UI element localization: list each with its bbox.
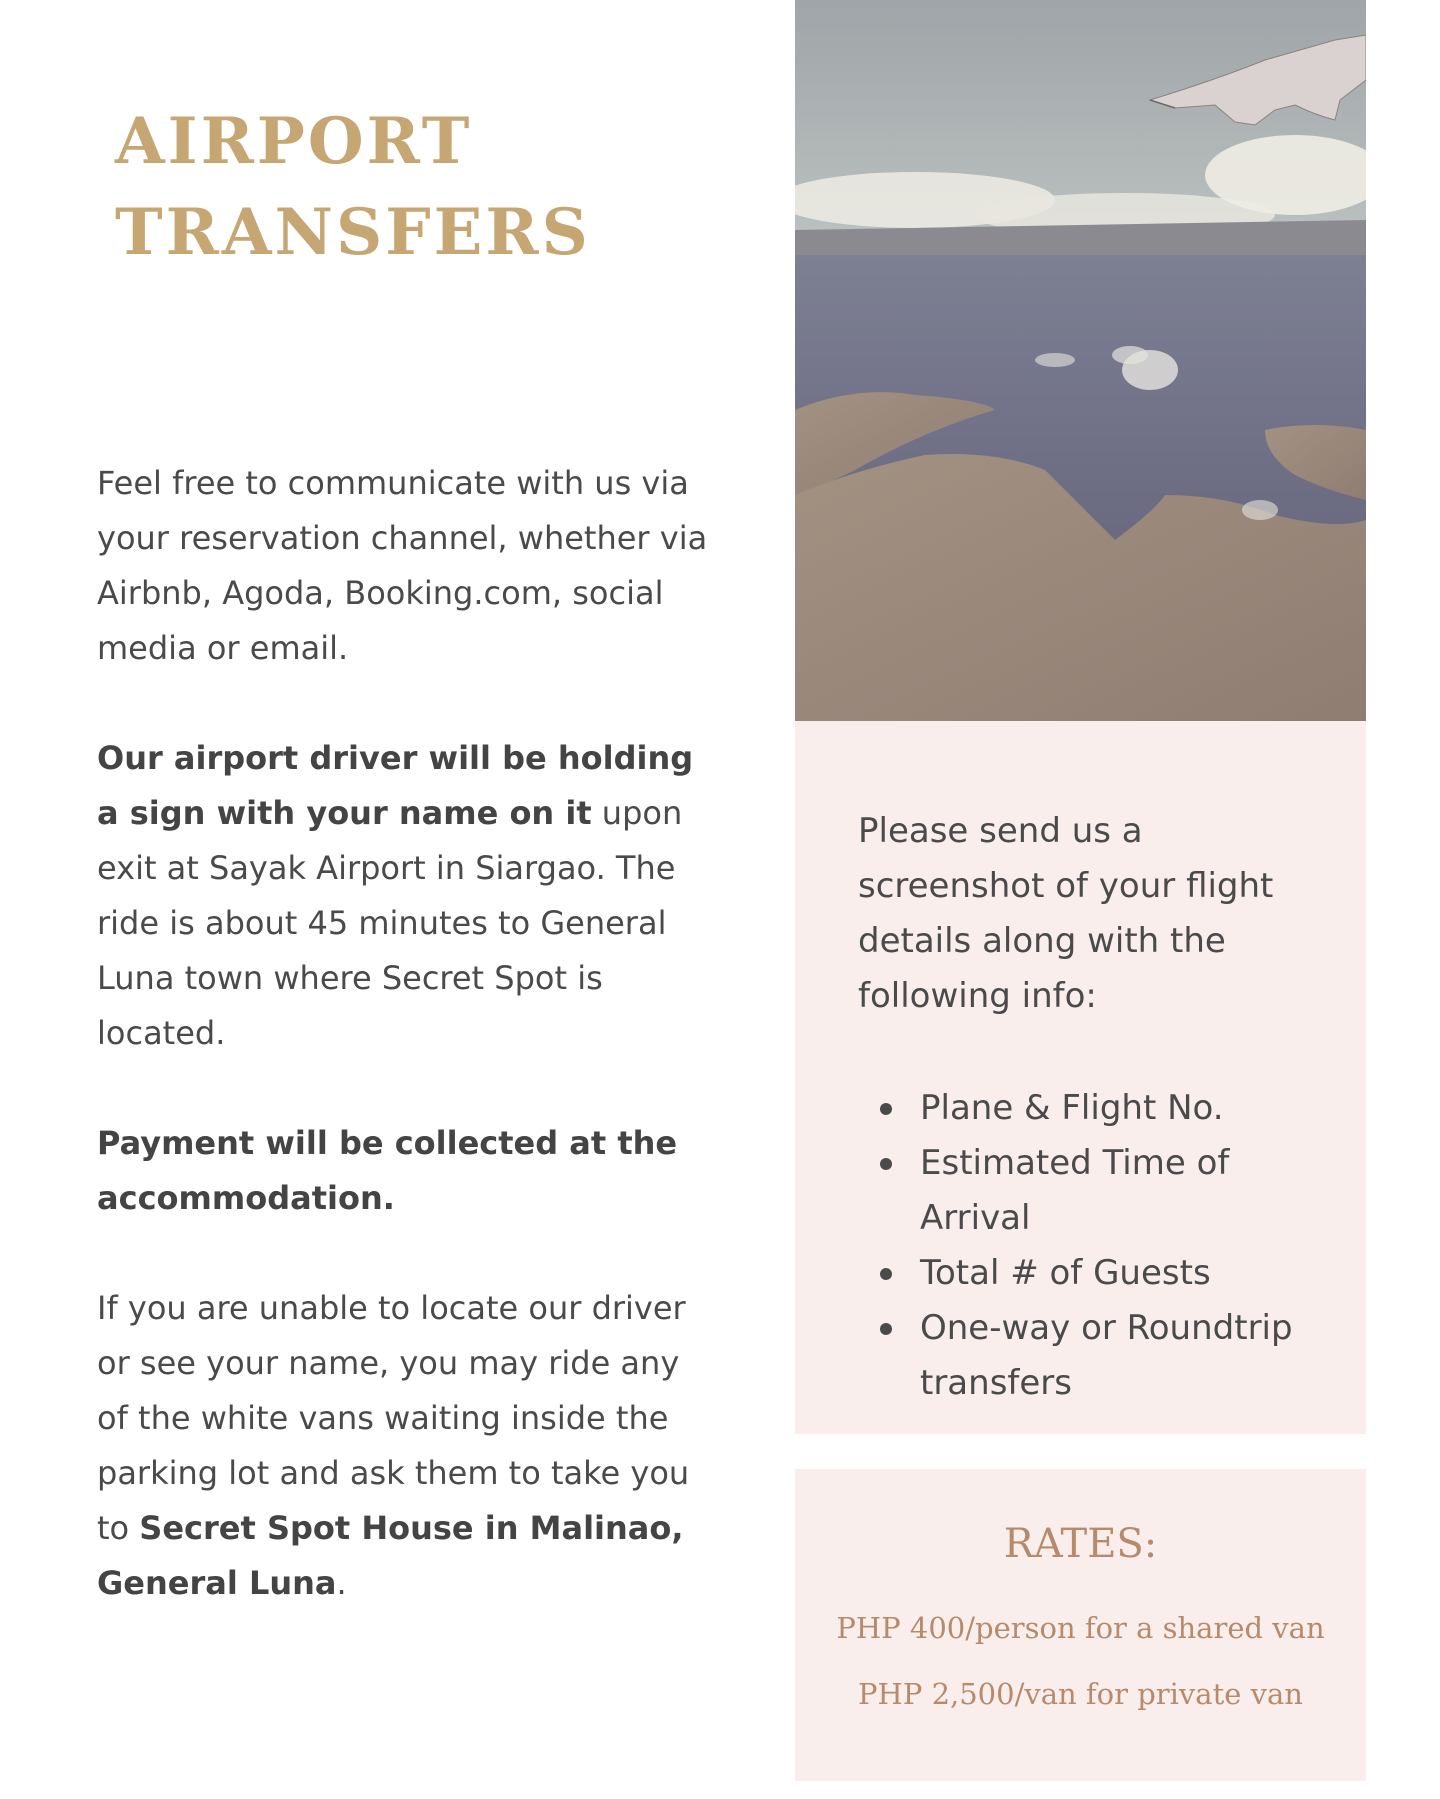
private-van-rate: PHP 2,500/van for private van bbox=[858, 1677, 1303, 1711]
title-line-1: AIRPORT bbox=[115, 104, 473, 179]
flight-info-list bbox=[858, 1081, 1338, 1411]
driver-details: upon exit at Sayak Airport in Siargao. The ride is about 45 minutes to General Luna town where Secret Spot is located. bbox=[97, 794, 683, 1052]
rates-title: RATES: bbox=[1003, 1521, 1158, 1567]
intro-paragraph: Feel free to communicate with us via your reservation channel, whether via Airbnb, Agoda, Booking.com, social media or email. bbox=[97, 464, 708, 667]
page-title bbox=[115, 96, 591, 278]
main-text bbox=[97, 456, 717, 1666]
list-item-text: Estimated Time of Arrival bbox=[920, 1143, 1230, 1238]
fallback-text: If you are unable to locate our driver or see your name, you may ride any of the white vans waiting inside the parking lot and ask them to take you to bbox=[97, 1289, 690, 1547]
driver-sign-bold: Our airport driver will be holding a sign with your name on it bbox=[97, 739, 694, 832]
title-line-2: TRANSFERS bbox=[115, 195, 591, 270]
list-item-text: One-way or Roundtrip transfers bbox=[920, 1308, 1293, 1403]
flight-info-panel bbox=[795, 721, 1366, 1434]
list-item-text: Plane & Flight No. bbox=[920, 1088, 1224, 1128]
list-item bbox=[920, 1136, 1338, 1246]
list-item bbox=[920, 1081, 1338, 1136]
bullet-icon bbox=[880, 1158, 892, 1170]
fallback-paragraph bbox=[97, 1281, 717, 1611]
payment-paragraph bbox=[97, 1116, 717, 1226]
list-item bbox=[920, 1246, 1338, 1301]
aerial-photo bbox=[795, 0, 1366, 721]
bullet-icon bbox=[880, 1268, 892, 1280]
driver-paragraph bbox=[97, 731, 717, 1061]
shared-van-rate: PHP 400/person for a shared van bbox=[836, 1611, 1325, 1645]
payment-bold: Payment will be collected at the accommodation. bbox=[97, 1124, 678, 1217]
rates-panel bbox=[795, 1469, 1366, 1781]
flight-info-intro: Please send us a screenshot of your flight details along with the following info: bbox=[858, 811, 1274, 1016]
fallback-end: . bbox=[336, 1564, 347, 1602]
bullet-icon bbox=[880, 1103, 892, 1115]
bullet-icon bbox=[880, 1323, 892, 1335]
destination-bold: Secret Spot House in Malinao, General Luna bbox=[97, 1509, 684, 1602]
list-item-text: Total # of Guests bbox=[920, 1253, 1211, 1293]
list-item bbox=[920, 1301, 1338, 1411]
